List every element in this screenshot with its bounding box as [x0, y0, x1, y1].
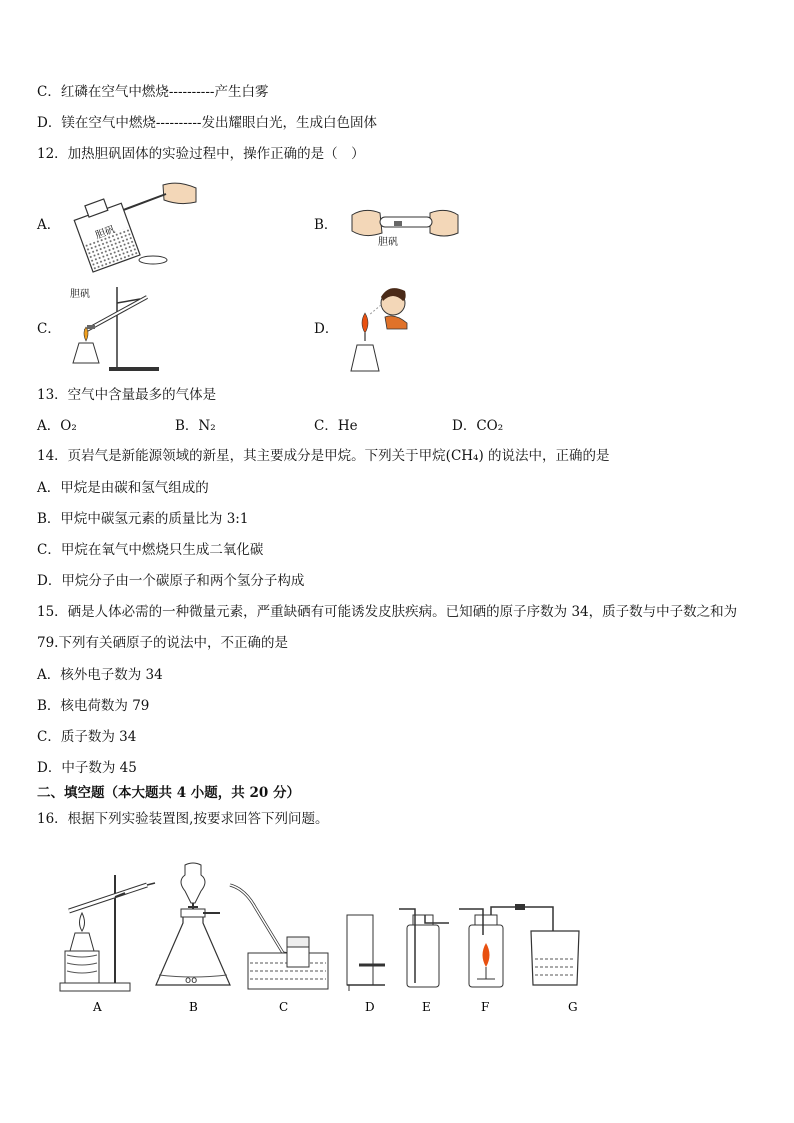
apparatus-c — [230, 885, 328, 989]
q15-option-a: A．核外电子数为 34 — [37, 667, 163, 683]
q12-label-b: B． — [314, 217, 338, 233]
apparatus-label-g: G — [568, 1000, 578, 1014]
apparatus-label-c: C — [279, 1000, 289, 1014]
q15-option-d: D．中子数为 45 — [37, 760, 137, 776]
apparatus-a — [60, 875, 155, 991]
q14-option-a: A．甲烷是由碳和氢气组成的 — [37, 480, 209, 496]
q12-image-c-heating-setup — [65, 283, 165, 373]
option-d-magnesium: D．镁在空气中燃烧----------发出耀眼白光，生成白色固体 — [37, 115, 377, 131]
apparatus-label-d: D — [365, 1000, 375, 1014]
q14-option-c: C．甲烷在氧气中燃烧只生成二氧化碳 — [37, 542, 264, 558]
svg-text:oo: oo — [185, 975, 198, 986]
question-15-stem-line2: 79.下列有关硒原子的说法中，不正确的是 — [37, 635, 288, 651]
question-12-stem: 12．加热胆矾固体的实验过程中，操作正确的是（ ） — [37, 146, 365, 162]
apparatus-d — [347, 915, 385, 991]
q15-option-b: B．核电荷数为 79 — [37, 698, 150, 714]
option-c-red-phosphorus: C．红磷在空气中燃烧----------产生白雾 — [37, 84, 269, 100]
q13-option-b: B．N₂ — [175, 418, 216, 434]
q13-option-a: A．O₂ — [37, 418, 77, 434]
apparatus-label-f: F — [481, 1000, 490, 1014]
question-16-stem: 16．根据下列实验装置图,按要求回答下列问题。 — [37, 811, 329, 827]
apparatus-label-a: A — [93, 1000, 102, 1014]
section-2-heading: 二、填空题（本大题共 4 小题，共 20 分） — [37, 785, 300, 801]
q13-option-d: D．CO₂ — [452, 418, 504, 434]
svg-text:胆矾: 胆矾 — [378, 237, 398, 248]
apparatus-e — [399, 909, 449, 987]
q13-option-c: C．He — [314, 418, 358, 434]
q14-option-d: D．甲烷分子由一个碳原子和两个氢分子构成 — [37, 573, 305, 589]
q16-apparatus-diagram — [55, 855, 615, 1025]
q14-option-b: B．甲烷中碳氢元素的质量比为 3:1 — [37, 511, 249, 527]
q12-image-b-hands-tube — [350, 205, 460, 255]
q12-label-a: A． — [37, 217, 61, 233]
apparatus-g — [531, 931, 579, 985]
apparatus-label-b: B — [189, 1000, 198, 1014]
q15-option-c: C．质子数为 34 — [37, 729, 137, 745]
q12-image-a-spatula-bottle — [68, 180, 198, 270]
svg-text:胆矾: 胆矾 — [94, 224, 117, 242]
apparatus-label-e: E — [422, 1000, 431, 1014]
q12-image-d-blowing-lamp — [345, 283, 415, 373]
svg-text:胆矾: 胆矾 — [70, 289, 90, 300]
q12-label-d: D． — [314, 321, 339, 337]
question-15-stem-line1: 15．硒是人体必需的一种微量元素，严重缺硒有可能诱发皮肤疾病。已知硒的原子序数为 34，质子数与中子数之和为 — [37, 604, 738, 620]
question-14-stem: 14．页岩气是新能源领域的新星，其主要成分是甲烷。下列关于甲烷(CH₄) 的说法中，正确的是 — [37, 448, 610, 464]
question-13-stem: 13．空气中含量最多的气体是 — [37, 387, 217, 403]
apparatus-b — [156, 863, 230, 986]
q12-label-c: C． — [37, 321, 61, 337]
